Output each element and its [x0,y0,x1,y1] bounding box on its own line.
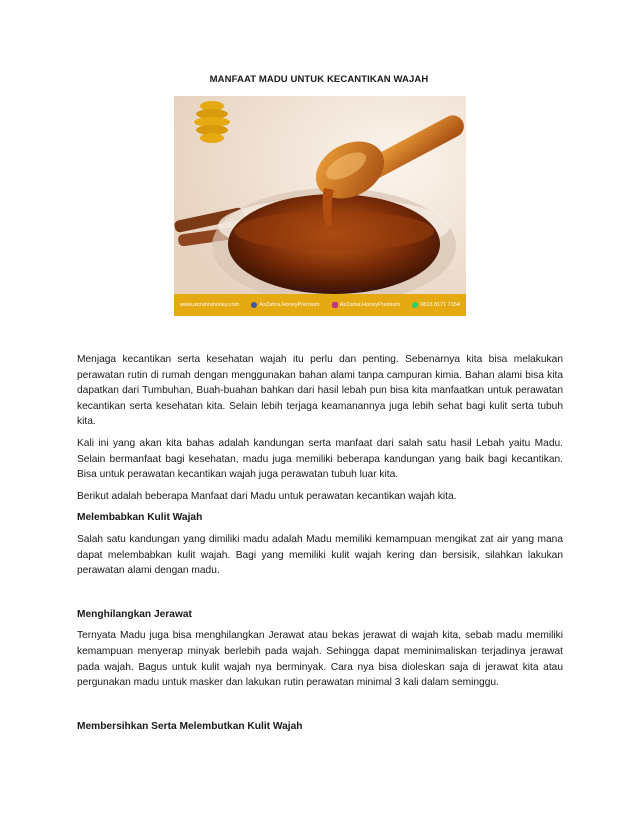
section-heading: Melembabkan Kulit Wajah [77,512,203,524]
paragraph: Menjaga kecantikan serta kesehatan wajah itu perlu dan penting. Sebenarnya kita bisa melakukan perawatan rutin di rumah dengan menggunakan bahan alami tanpa campuran kimia. Bahan alami bisa kita dapatkan dari Tumbuhan, Buah-buahan bahkan dari hasil lebah pun bisa kita manfaatkan untuk perawatan kecantikan serta kesehatan kita. Selain lebih terjaga keamanannya juga lebih sehat bagi kulit serta tubuh kita. [77,354,563,428]
page-title: MANFAAT MADU UNTUK KECANTIKAN WAJAH [209,74,429,85]
image-banner [174,294,466,316]
banner-instagram: AzZahra.HoneyPremium [339,302,401,308]
section-body: Ternyata Madu juga bisa menghilangkan Jerawat atau bekas jerawat di wajah kita, sebab madu memiliki kemampuan menyerap minyak berlebih pada wajah. Sehingga dapat meminimaliskan terjadinya jerawat pada wajah. Bagus untuk kulit wajah nya berminyak. Cara nya bisa dioleskan saja di jerawat kita atau pergunakan madu untuk masker dan lakukan rutin perawatan minimal 3 kali dalam seminggu. [77,630,563,689]
whatsapp-icon [412,302,418,308]
banner-phone: 0813 8171 7154 [420,302,460,308]
paragraph: Berikut adalah beberapa Manfaat dari Madu untuk perawatan kecantikan wajah kita. [77,490,457,502]
section-heading: Membersihkan Serta Melembutkan Kulit Wajah [77,720,303,732]
honey-illustration [174,96,466,316]
section-heading: Menghilangkan Jerawat [77,608,192,620]
banner-facebook: AzZahra.HoneyPremium [259,302,320,308]
honey-photo [174,96,466,316]
facebook-icon [251,302,257,308]
section-body: Salah satu kandungan yang dimiliki madu adalah Madu memiliki kemampuan mengikat zat air yang mana dapat melembabkan kulit wajah. Bagi yang memiliki kulit wajah kering dan bersisik, silahkan lakukan perawatan alami dengan madu. [77,533,563,577]
paragraph: Kali ini yang akan kita bahas adalah kandungan serta manfaat dari salah satu hasil Lebah yaitu Madu. Selain bermanfaat bagi kesehatan, madu juga memiliki beberapa kandungan yang baik bagi kecantikan. Bisa untuk perawatan kecantikan wajah juga perawatan tubuh luar kita. [77,437,563,481]
article-body [77,352,563,740]
banner-website: www.azzahrahoney.com [180,302,240,308]
instagram-icon [332,302,338,308]
